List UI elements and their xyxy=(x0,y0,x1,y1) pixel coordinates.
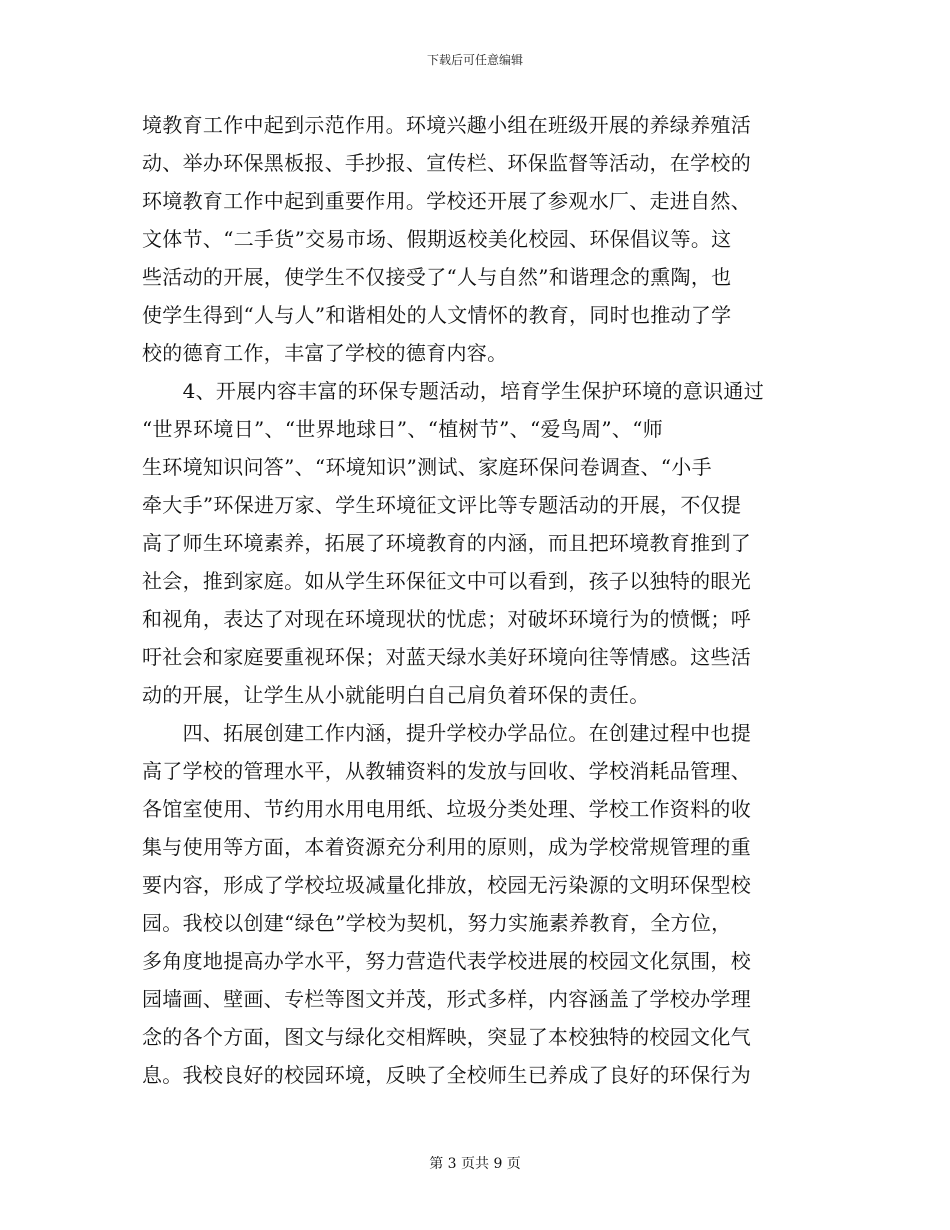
page-footer: 第 3 页共 9 页 xyxy=(429,1156,521,1172)
text-line: 园。我校以创建“绿色”学校为契机，努力实施素养教育，全方位， xyxy=(142,911,732,935)
text-line: 生环境知识问答”、“环境知识”测试、家庭环保问卷调查、“小手 xyxy=(142,455,712,479)
text-line: 使学生得到“人与人”和谐相处的人文情怀的教育，同时也推动了学 xyxy=(142,303,732,327)
text-line: 和视角，表达了对现在环境现状的忧虑；对破坏环境行为的愤慨；呼 xyxy=(142,607,751,631)
text-line: 文体节、“二手货”交易市场、假期返校美化校园、环保倡议等。这 xyxy=(142,227,732,251)
text-line: 牵大手”环保进万家、学生环境征文评比等专题活动的开展，不仅提 xyxy=(142,493,742,517)
text-line: 高了师生环境素养，拓展了环境教育的内涵，而且把环境教育推到了 xyxy=(142,531,751,555)
text-line: 息。我校良好的校园环境，反映了全校师生已养成了良好的环保行为 xyxy=(142,1063,751,1087)
text-line: 高了学校的管理水平，从教辅资料的发放与回收、学校消耗品管理、 xyxy=(142,759,751,783)
text-line: 社会，推到家庭。如从学生环保征文中可以看到，孩子以独特的眼光 xyxy=(142,569,751,593)
text-line: 集与使用等方面，本着资源充分利用的原则，成为学校常规管理的重 xyxy=(142,835,751,859)
text-line: 吁社会和家庭要重视环保；对蓝天绿水美好环境向往等情感。这些活 xyxy=(142,645,751,669)
text-line: 要内容，形成了学校垃圾减量化排放，校园无污染源的文明环保型校 xyxy=(142,873,751,897)
text-line: 园墙画、壁画、专栏等图文并茂，形式多样，内容涵盖了学校办学理 xyxy=(142,987,751,1011)
page-header: 下载后可任意编辑 xyxy=(426,53,523,67)
text-line: 多角度地提高办学水平，努力营造代表学校进展的校园文化氛围，校 xyxy=(142,949,751,973)
text-line: 动、举办环保黑板报、手抄报、宣传栏、环保监督等活动，在学校的 xyxy=(142,151,751,175)
text-line: 境教育工作中起到示范作用。环境兴趣小组在班级开展的养绿养殖活 xyxy=(142,113,751,137)
text-line: 环境教育工作中起到重要作用。学校还开展了参观水厂、走进自然、 xyxy=(142,189,751,213)
text-line: 校的德育工作，丰富了学校的德育内容。 xyxy=(142,341,508,365)
text-line: 念的各个方面，图文与绿化交相辉映，突显了本校独特的校园文化气 xyxy=(142,1025,751,1049)
text-line: 动的开展，让学生从小就能明白自己肩负着环保的责任。 xyxy=(142,683,650,707)
text-line: “世界环境日”、“世界地球日”、“植树节”、“爱鸟周”、“师 xyxy=(142,417,664,441)
text-line: 4、开展内容丰富的环保专题活动，培育学生保护环境的意识通过 xyxy=(142,379,765,403)
document-body xyxy=(142,106,810,1094)
text-line: 些活动的开展，使学生不仅接受了“人与自然”和谐理念的熏陶，也 xyxy=(142,265,732,289)
text-line: 各馆室使用、节约用水用电用纸、垃圾分类处理、学校工作资料的收 xyxy=(142,797,751,821)
text-line: 四、拓展创建工作内涵，提升学校办学品位。在创建过程中也提 xyxy=(142,721,751,745)
